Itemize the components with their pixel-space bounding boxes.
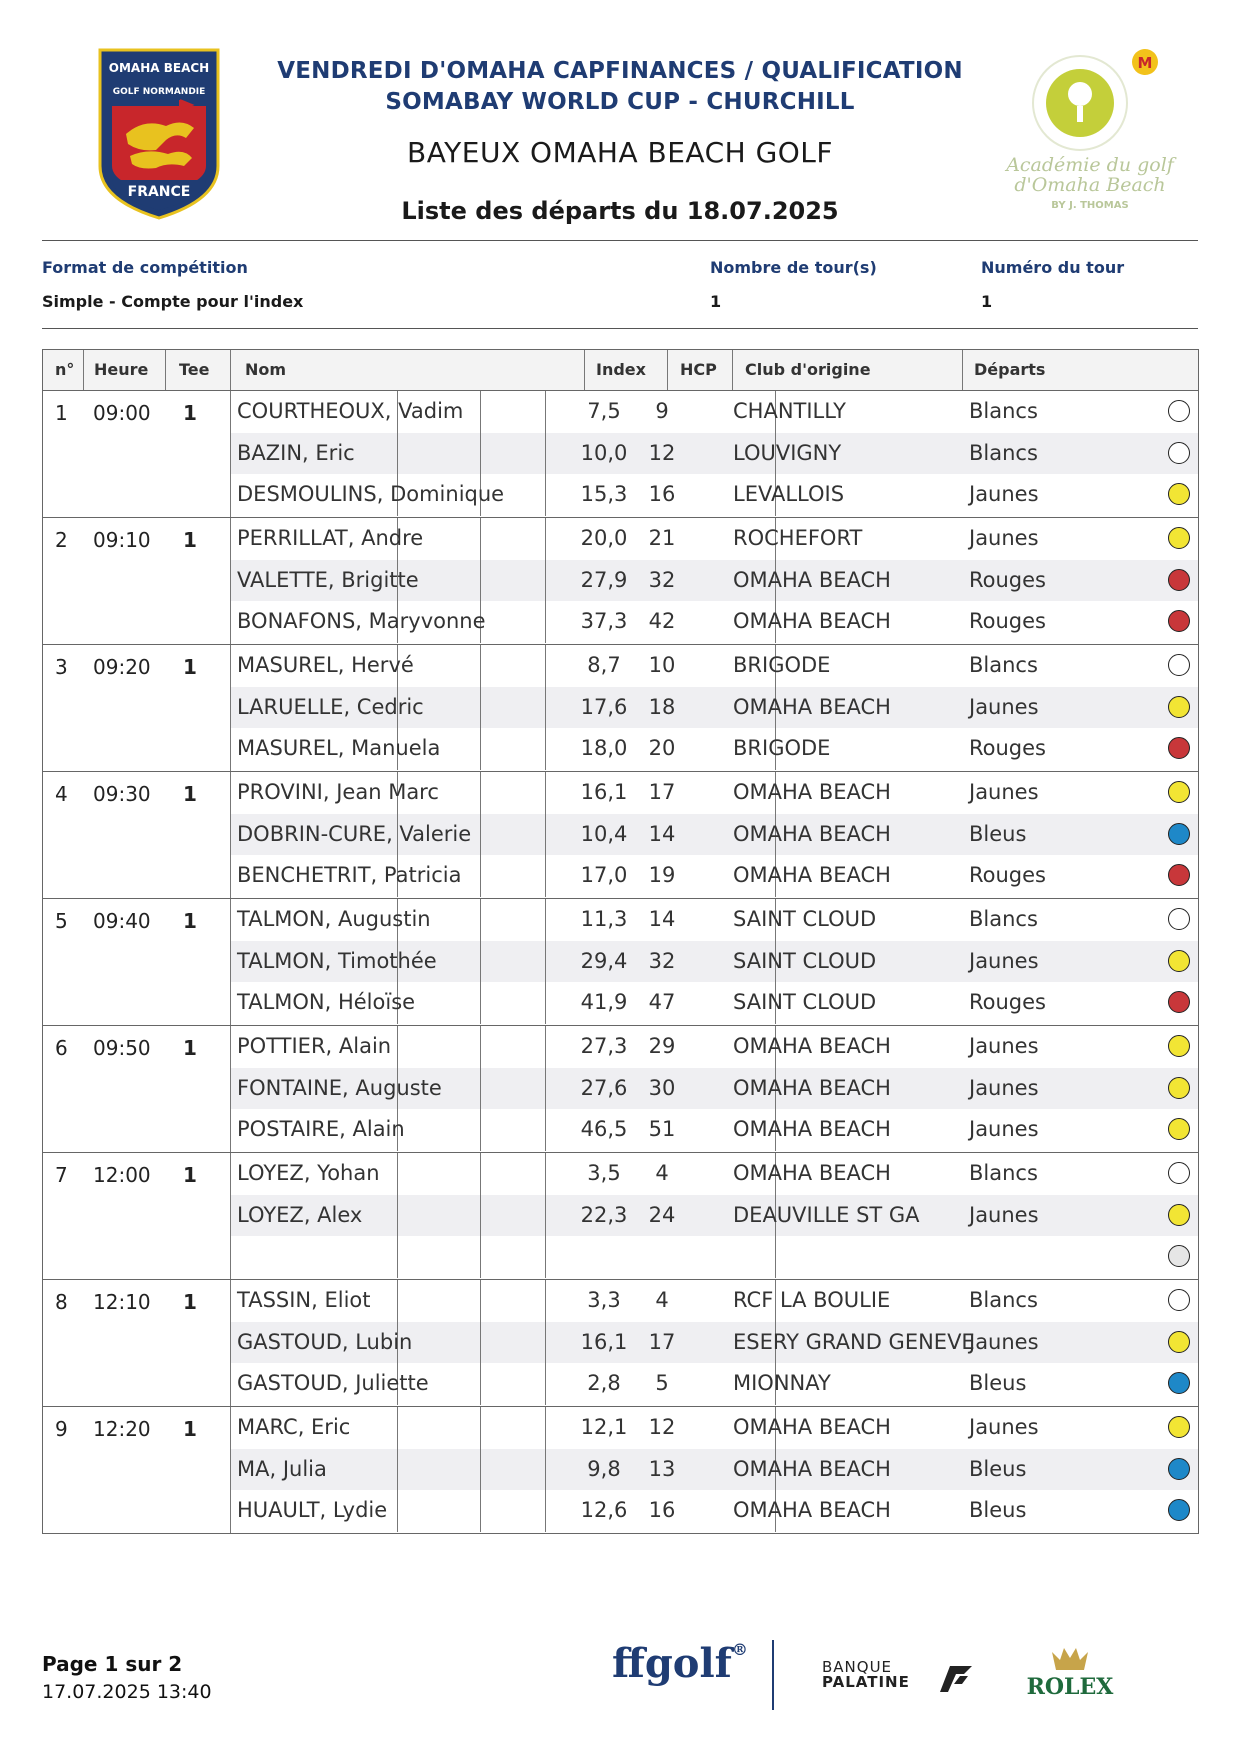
player-hcp: 4	[655, 1161, 669, 1185]
player-index: 10,0	[580, 440, 628, 465]
player-tee-color: Jaunes	[969, 1117, 1039, 1141]
header-hcp: HCP	[680, 360, 717, 379]
start-group	[43, 899, 1198, 1026]
player-name: PERRILLAT, Andre	[237, 526, 424, 550]
player-index: 15,3	[580, 482, 628, 506]
rounds-label: Nombre de tour(s)	[710, 258, 877, 277]
player-tee-color: Bleus	[969, 1498, 1027, 1522]
player-hcp: 24	[648, 1202, 676, 1227]
table-row	[231, 728, 1198, 770]
table-row	[231, 941, 1198, 983]
table-row	[231, 518, 1198, 560]
banque-line1: BANQUE	[822, 1658, 893, 1676]
group-number: 3	[55, 655, 68, 679]
player-name: VALETTE, Brigitte	[237, 567, 419, 592]
event-title-line2: SOMABAY WORLD CUP - CHURCHILL	[385, 89, 855, 115]
round-number-label: Numéro du tour	[981, 258, 1125, 277]
table-row	[231, 1195, 1198, 1237]
start-group	[43, 518, 1198, 645]
player-name: LOYEZ, Alex	[237, 1202, 363, 1227]
player-index: 27,3	[580, 1034, 628, 1058]
player-tee-color: Jaunes	[969, 526, 1039, 550]
player-hcp: 32	[648, 567, 676, 592]
player-tee-color: Blancs	[969, 440, 1038, 465]
header-club: Club d'origine	[745, 360, 871, 379]
player-tee-color: Blancs	[969, 907, 1038, 931]
page-indicator: Page 1 sur 2	[42, 1652, 183, 1676]
player-name: HUAULT, Lydie	[237, 1498, 388, 1522]
table-row	[231, 1449, 1198, 1491]
player-club: OMAHA BEACH	[733, 1498, 891, 1522]
player-hcp: 32	[648, 948, 676, 973]
player-index: 11,3	[580, 907, 628, 931]
table-row	[231, 899, 1198, 941]
start-group	[43, 1407, 1198, 1533]
player-name: MASUREL, Hervé	[237, 653, 414, 677]
table-row	[231, 1026, 1198, 1068]
player-tee-color: Jaunes	[969, 482, 1039, 506]
academie-golf-logo	[1005, 48, 1175, 220]
player-tee-color: Rouges	[969, 990, 1046, 1014]
tee-color-dot-icon	[1168, 781, 1190, 803]
player-club: SAINT CLOUD	[733, 990, 877, 1014]
table-row	[231, 772, 1198, 814]
group-tee: 1	[183, 1163, 197, 1187]
player-tee-color: Bleus	[969, 821, 1027, 846]
player-club: CHANTILLY	[733, 399, 846, 423]
player-name: LOYEZ, Yohan	[237, 1161, 380, 1185]
player-club: OMAHA BEACH	[733, 1161, 891, 1185]
player-hcp: 13	[648, 1456, 676, 1481]
group-number: 6	[55, 1036, 68, 1060]
group-number: 2	[55, 528, 68, 552]
table-row	[231, 1109, 1198, 1151]
player-hcp: 47	[648, 990, 676, 1014]
header-divider	[42, 240, 1198, 241]
player-club: OMAHA BEACH	[733, 1456, 891, 1481]
tee-color-dot-icon	[1168, 908, 1190, 930]
player-name: PROVINI, Jean Marc	[237, 780, 439, 804]
start-group	[43, 772, 1198, 899]
player-tee-color: Rouges	[969, 609, 1046, 633]
tee-color-dot-icon	[1168, 1204, 1190, 1226]
group-number: 4	[55, 782, 68, 806]
footer-separator	[772, 1640, 774, 1710]
player-club: OMAHA BEACH	[733, 609, 891, 633]
player-index: 27,9	[580, 567, 628, 592]
tee-color-dot-icon	[1168, 1035, 1190, 1057]
header-tee: Tee	[179, 360, 210, 379]
player-index: 7,5	[587, 399, 621, 423]
tee-color-dot-icon	[1168, 442, 1190, 464]
player-name: MA, Julia	[237, 1456, 327, 1481]
tee-color-dot-icon	[1168, 1118, 1190, 1140]
player-index: 9,8	[587, 1456, 621, 1481]
player-tee-color: Rouges	[969, 863, 1046, 887]
player-club: MIONNAY	[733, 1371, 831, 1395]
tee-color-dot-icon	[1168, 1077, 1190, 1099]
player-name: DOBRIN-CURE, Valerie	[237, 821, 472, 846]
tee-color-dot-icon	[1168, 527, 1190, 549]
group-number: 5	[55, 909, 68, 933]
player-hcp: 4	[655, 1288, 669, 1312]
ffgolf-logo: ffgolf®	[612, 1640, 748, 1687]
group-tee: 1	[183, 1290, 197, 1314]
player-index: 18,0	[580, 736, 628, 760]
player-hcp: 21	[648, 526, 676, 550]
format-value: Simple - Compte pour l'index	[42, 292, 304, 311]
table-row	[231, 433, 1198, 475]
player-hcp: 51	[648, 1117, 676, 1141]
table-row	[231, 560, 1198, 602]
player-tee-color: Blancs	[969, 1161, 1038, 1185]
player-name: GASTOUD, Lubin	[237, 1329, 413, 1354]
player-name: COURTHEOUX, Vadim	[237, 399, 464, 423]
player-hcp: 5	[655, 1371, 669, 1395]
tee-times-table	[42, 349, 1199, 1534]
group-tee: 1	[183, 401, 197, 425]
table-row	[231, 687, 1198, 729]
player-index: 2,8	[587, 1371, 621, 1395]
player-name: GASTOUD, Juliette	[237, 1371, 429, 1395]
player-index: 20,0	[580, 526, 628, 550]
banque-palatine-logo	[822, 1660, 972, 1700]
player-name: POTTIER, Alain	[237, 1034, 392, 1058]
player-hcp: 19	[648, 863, 676, 887]
tee-color-dot-icon	[1168, 1289, 1190, 1311]
list-title: Liste des départs du 18.07.2025	[401, 197, 839, 225]
player-index: 29,4	[580, 948, 628, 973]
academy-line2: d'Omaha Beach	[1014, 174, 1166, 196]
course-name: BAYEUX OMAHA BEACH GOLF	[406, 136, 834, 169]
tee-color-dot-icon	[1168, 950, 1190, 972]
player-club: OMAHA BEACH	[733, 863, 891, 887]
print-timestamp: 17.07.2025 13:40	[42, 1681, 212, 1703]
player-tee-color: Rouges	[969, 736, 1046, 760]
player-name: BENCHETRIT, Patricia	[237, 863, 462, 887]
player-hcp: 12	[648, 440, 676, 465]
player-index	[564, 1236, 644, 1278]
group-number: 1	[55, 401, 68, 425]
table-row	[231, 855, 1198, 897]
academy-line1: Académie du golf	[1006, 154, 1174, 176]
player-club: LEVALLOIS	[733, 482, 845, 506]
player-tee-color: Blancs	[969, 1288, 1038, 1312]
player-tee-color: Bleus	[969, 1371, 1027, 1395]
tee-color-dot-icon	[1168, 864, 1190, 886]
table-row	[231, 1407, 1198, 1449]
tee-color-dot-icon	[1168, 1331, 1190, 1353]
header-name: Nom	[245, 360, 287, 379]
header-number: n°	[55, 360, 75, 379]
player-hcp: 14	[648, 821, 676, 846]
player-index: 37,3	[580, 609, 628, 633]
player-name: TALMON, Héloïse	[237, 990, 416, 1014]
table-row	[231, 814, 1198, 856]
header-departs: Départs	[974, 360, 1046, 379]
player-hcp: 9	[655, 399, 669, 423]
group-tee: 1	[183, 1036, 197, 1060]
player-hcp: 17	[648, 1329, 676, 1354]
player-club: OMAHA BEACH	[733, 1117, 891, 1141]
player-club: OMAHA BEACH	[733, 567, 891, 592]
player-hcp: 16	[648, 1498, 676, 1522]
round-number-value: 1	[981, 292, 993, 311]
group-time: 12:10	[93, 1290, 151, 1314]
event-title-line1: VENDREDI D'OMAHA CAPFINANCES / QUALIFICATION	[277, 58, 963, 84]
group-time: 09:40	[93, 909, 151, 933]
group-time: 09:20	[93, 655, 151, 679]
player-hcp: 20	[648, 736, 676, 760]
player-club: OMAHA BEACH	[733, 694, 891, 719]
player-tee-color: Rouges	[969, 567, 1046, 592]
table-row	[231, 645, 1198, 687]
player-index: 27,6	[580, 1075, 628, 1100]
tee-color-dot-icon	[1168, 823, 1190, 845]
player-index: 8,7	[587, 653, 621, 677]
player-name: TASSIN, Eliot	[237, 1288, 371, 1312]
group-tee: 1	[183, 909, 197, 933]
player-name: DESMOULINS, Dominique	[237, 482, 505, 506]
rolex-wordmark: ROLEX	[1026, 1674, 1114, 1700]
table-row	[231, 1068, 1198, 1110]
academy-line3: BY J. THOMAS	[1051, 200, 1129, 211]
tee-color-dot-icon	[1168, 991, 1190, 1013]
player-club: LOUVIGNY	[733, 440, 842, 465]
player-name: LARUELLE, Cedric	[237, 694, 424, 719]
player-index: 17,6	[580, 694, 628, 719]
player-hcp: 30	[648, 1075, 676, 1100]
start-group	[43, 391, 1198, 518]
table-row	[231, 1280, 1198, 1322]
player-hcp: 29	[648, 1034, 676, 1058]
group-tee: 1	[183, 782, 197, 806]
tee-color-dot-icon	[1168, 610, 1190, 632]
crest-line3: FRANCE	[127, 184, 191, 200]
tee-color-dot-icon	[1168, 1416, 1190, 1438]
player-club: DEAUVILLE ST GA	[733, 1202, 920, 1227]
table-row	[231, 601, 1198, 643]
table-row	[231, 1490, 1198, 1532]
table-row	[231, 391, 1198, 433]
groups-body	[43, 391, 1198, 1533]
table-row	[231, 1236, 1198, 1278]
player-tee-color: Jaunes	[969, 694, 1039, 719]
table-row	[231, 1153, 1198, 1195]
player-index: 46,5	[580, 1117, 628, 1141]
group-time: 09:00	[93, 401, 151, 425]
player-hcp: 18	[648, 694, 676, 719]
group-number: 7	[55, 1163, 68, 1187]
player-club: SAINT CLOUD	[733, 907, 877, 931]
player-club: OMAHA BEACH	[733, 1075, 891, 1100]
tee-color-dot-icon	[1168, 696, 1190, 718]
group-time: 12:00	[93, 1163, 151, 1187]
player-hcp: 16	[648, 482, 676, 506]
player-hcp: 12	[648, 1415, 676, 1439]
table-row	[231, 1363, 1198, 1405]
crest-line2: GOLF NORMANDIE	[112, 87, 206, 97]
player-club: RCF LA BOULIE	[733, 1288, 891, 1312]
player-name: TALMON, Timothée	[237, 948, 437, 973]
tee-color-dot-icon	[1168, 1245, 1190, 1267]
player-index: 3,3	[587, 1288, 621, 1312]
player-name: POSTAIRE, Alain	[237, 1117, 405, 1141]
player-club: OMAHA BEACH	[733, 780, 891, 804]
start-group	[43, 645, 1198, 772]
player-index: 12,1	[580, 1415, 628, 1439]
tee-color-dot-icon	[1168, 1162, 1190, 1184]
banque-line2: PALATINE	[822, 1673, 910, 1691]
player-tee-color: Jaunes	[969, 948, 1039, 973]
player-club: OMAHA BEACH	[733, 1034, 891, 1058]
player-name: TALMON, Augustin	[237, 907, 431, 931]
tee-color-dot-icon	[1168, 737, 1190, 759]
table-row	[231, 474, 1198, 516]
player-tee-color: Jaunes	[969, 1075, 1039, 1100]
player-hcp: 10	[648, 653, 676, 677]
table-header	[43, 350, 1198, 391]
ffgolf-logo-text: ffgolf	[612, 1640, 732, 1687]
format-label: Format de compétition	[42, 258, 248, 277]
group-time: 12:20	[93, 1417, 151, 1441]
player-index: 17,0	[580, 863, 628, 887]
header-index: Index	[596, 360, 646, 379]
player-club: ROCHEFORT	[733, 526, 863, 550]
player-tee-color: Jaunes	[969, 1415, 1039, 1439]
player-index: 12,6	[580, 1498, 628, 1522]
tee-color-dot-icon	[1168, 1499, 1190, 1521]
player-index: 16,1	[580, 780, 628, 804]
player-tee-color: Jaunes	[969, 1202, 1039, 1227]
info-divider	[42, 328, 1198, 329]
player-tee-color: Bleus	[969, 1456, 1027, 1481]
tee-color-dot-icon	[1168, 654, 1190, 676]
crest-line1: OMAHA BEACH	[108, 61, 210, 75]
group-tee: 1	[183, 528, 197, 552]
player-name: MARC, Eric	[237, 1415, 351, 1439]
player-tee-color: Jaunes	[969, 780, 1039, 804]
group-number: 8	[55, 1290, 68, 1314]
rounds-value: 1	[710, 292, 722, 311]
player-hcp: 14	[648, 907, 676, 931]
player-club: ESERY GRAND GENEVE	[733, 1329, 975, 1354]
player-club: BRIGODE	[733, 653, 831, 677]
table-row	[231, 982, 1198, 1024]
player-index: 3,5	[587, 1161, 621, 1185]
group-time: 09:50	[93, 1036, 151, 1060]
player-name: BONAFONS, Maryvonne	[237, 609, 486, 633]
player-club: OMAHA BEACH	[733, 1415, 891, 1439]
tee-color-dot-icon	[1168, 400, 1190, 422]
rolex-logo	[1022, 1644, 1118, 1704]
academy-badge: M	[1137, 54, 1153, 72]
group-number: 9	[55, 1417, 68, 1441]
player-tee-color: Jaunes	[969, 1034, 1039, 1058]
start-group	[43, 1280, 1198, 1407]
start-group	[43, 1153, 1198, 1280]
player-hcp: 42	[648, 609, 676, 633]
group-time: 09:30	[93, 782, 151, 806]
tee-color-dot-icon	[1168, 569, 1190, 591]
player-tee-color: Blancs	[969, 399, 1038, 423]
player-index: 41,9	[580, 990, 628, 1014]
player-club: OMAHA BEACH	[733, 821, 891, 846]
player-tee-color: Blancs	[969, 653, 1038, 677]
start-group	[43, 1026, 1198, 1153]
header-time: Heure	[94, 360, 149, 379]
player-index: 22,3	[580, 1202, 628, 1227]
player-name: FONTAINE, Auguste	[237, 1075, 442, 1100]
tee-color-dot-icon	[1168, 1372, 1190, 1394]
player-name: BAZIN, Eric	[237, 440, 355, 465]
player-club: BRIGODE	[733, 736, 831, 760]
group-time: 09:10	[93, 528, 151, 552]
table-row	[231, 1322, 1198, 1364]
group-tee: 1	[183, 1417, 197, 1441]
tee-color-dot-icon	[1168, 1458, 1190, 1480]
player-hcp: 17	[648, 780, 676, 804]
player-index: 16,1	[580, 1329, 628, 1354]
tee-color-dot-icon	[1168, 483, 1190, 505]
player-name: MASUREL, Manuela	[237, 736, 441, 760]
group-tee: 1	[183, 655, 197, 679]
player-tee-color: Jaunes	[969, 1329, 1039, 1354]
player-hcp	[637, 1236, 687, 1278]
player-index: 10,4	[580, 821, 628, 846]
player-club: SAINT CLOUD	[733, 948, 877, 973]
